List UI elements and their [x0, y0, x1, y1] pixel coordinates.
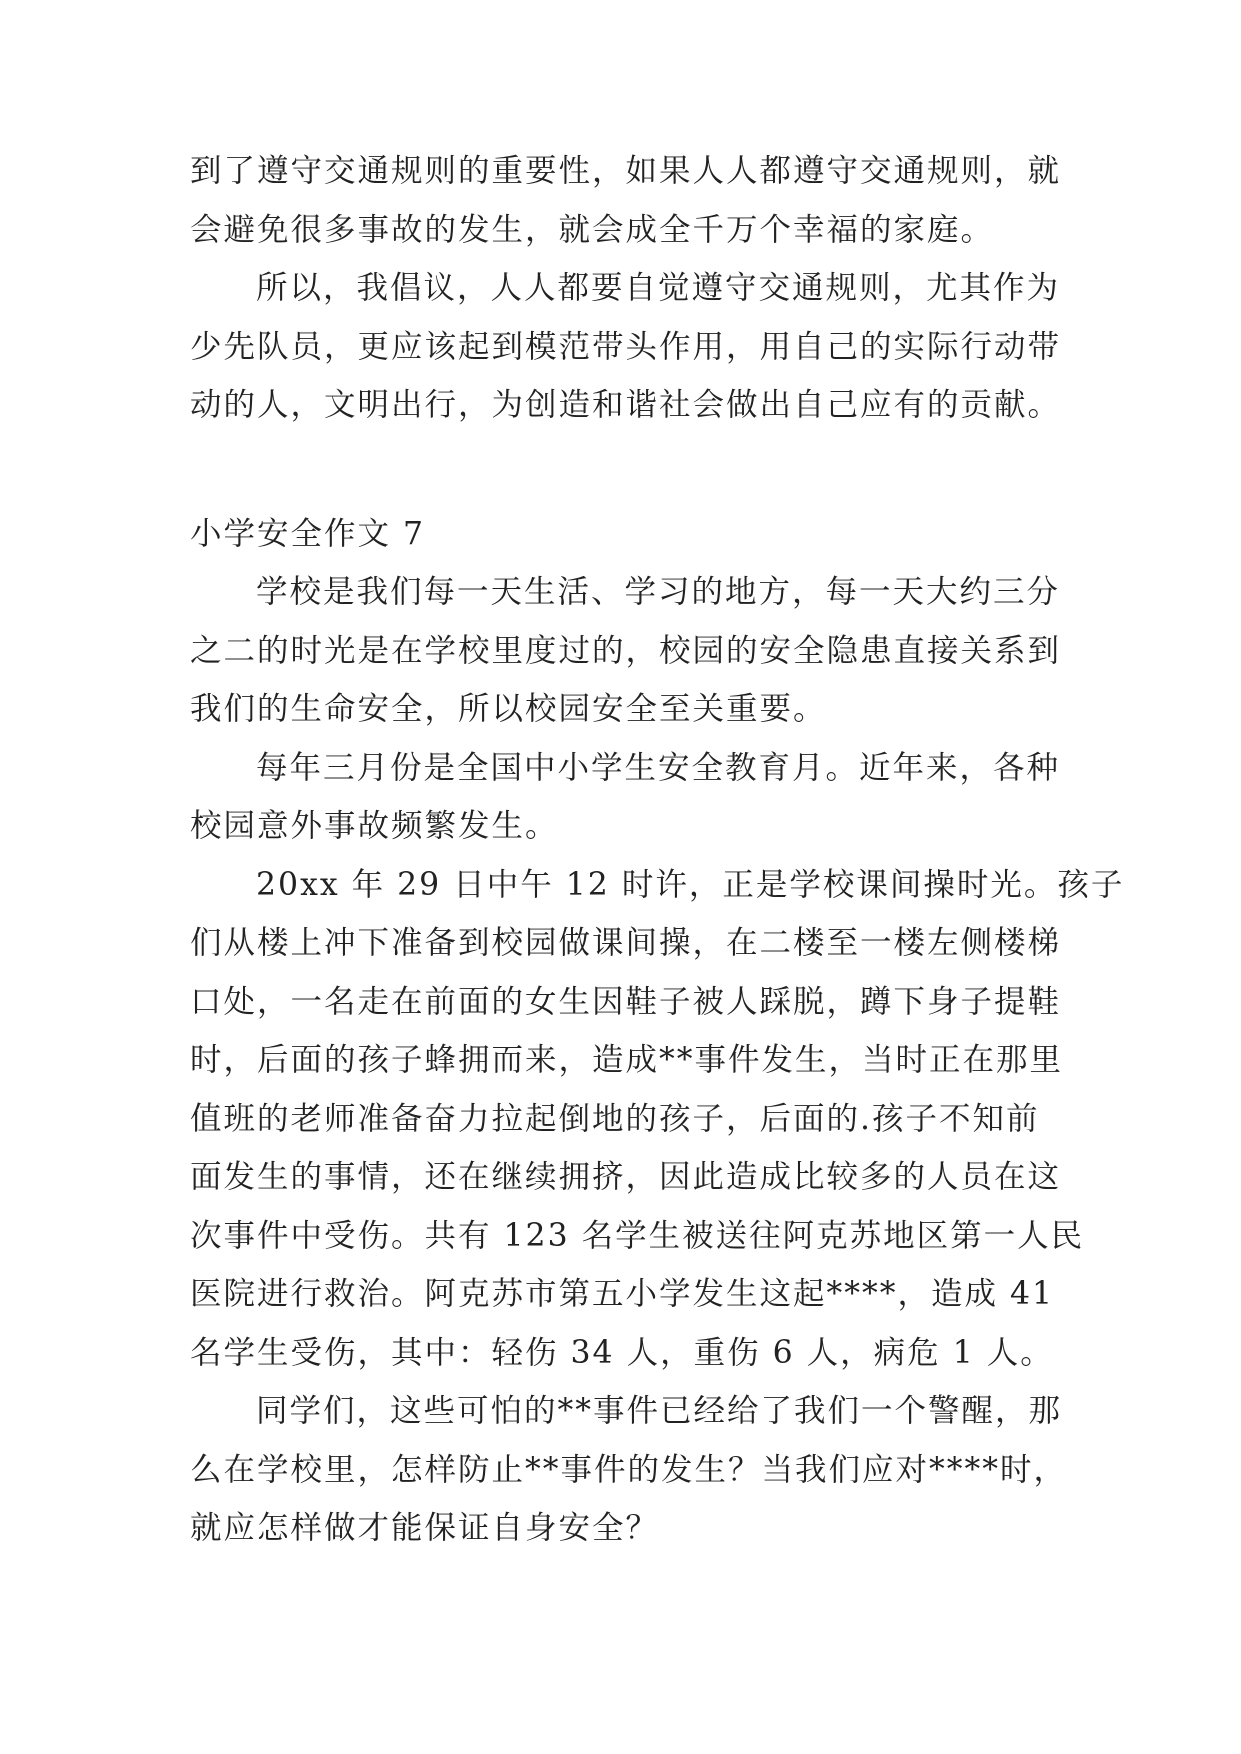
- paragraph-line: 医院进行救治。阿克苏市第五小学发生这起****，造成 41: [190, 1276, 1055, 1312]
- paragraph-line: 校园意外事故频繁发生。: [190, 808, 559, 844]
- paragraph-line: 会避免很多事故的发生，就会成全千万个幸福的家庭。: [190, 211, 995, 248]
- paragraph-line: 学校是我们每一天生活、学习的地方，每一天大约三分: [256, 574, 1061, 610]
- paragraph-line: 动的人，文明出行，为创造和谐社会做出自己应有的贡献。: [190, 387, 1062, 423]
- previous-section-body: [190, 142, 1070, 435]
- paragraph-line: 时，后面的孩子蜂拥而来，造成**事件发生，当时正在那里: [190, 1042, 1064, 1078]
- paragraph-line: 口处，一名走在前面的女生因鞋子被人踩脱，蹲下身子提鞋: [190, 983, 1062, 1020]
- paragraph-line: 之二的时光是在学校里度过的，校园的安全隐患直接关系到: [190, 632, 1062, 669]
- paragraph-line: 面发生的事情，还在继续拥挤，因此造成比较多的人员在这: [190, 1159, 1062, 1195]
- paragraph-line: 我们的生命安全，所以校园安全至关重要。: [190, 691, 827, 727]
- section-heading: 小学安全作文 7: [190, 516, 426, 552]
- paragraph-line: 到了遵守交通规则的重要性，如果人人都遵守交通规则，就: [190, 153, 1062, 189]
- paragraph-line: 所以，我倡议，人人都要自觉遵守交通规则，尤其作为: [256, 270, 1061, 306]
- main-section-body: [190, 563, 1125, 1558]
- paragraph-line: 么在学校里，怎样防止**事件的发生？当我们应对****时，: [190, 1451, 1068, 1488]
- paragraph-line: 少先队员，更应该起到模范带头作用，用自己的实际行动带: [190, 328, 1062, 365]
- paragraph-line: 值班的老师准备奋力拉起倒地的孩子，后面的.孩子不知前: [190, 1100, 1040, 1137]
- paragraph-line: 同学们，这些可怕的**事件已经给了我们一个警醒，那: [256, 1393, 1063, 1429]
- paragraph-line: 20xx 年 29 日中午 12 时许，正是学校课间操时光。孩子: [256, 866, 1125, 903]
- paragraph-line: 次事件中受伤。共有 123 名学生被送往阿克苏地区第一人民: [190, 1217, 1085, 1254]
- paragraph-line: 名学生受伤，其中：轻伤 34 人，重伤 6 人，病危 1 人。: [190, 1334, 1054, 1371]
- paragraph-line: 每年三月份是全国中小学生安全教育月。近年来，各种: [256, 749, 1061, 786]
- paragraph-line: 就应怎样做才能保证自身安全？: [190, 1510, 660, 1546]
- paragraph-line: 们从楼上冲下准备到校园做课间操，在二楼至一楼左侧楼梯: [190, 925, 1062, 961]
